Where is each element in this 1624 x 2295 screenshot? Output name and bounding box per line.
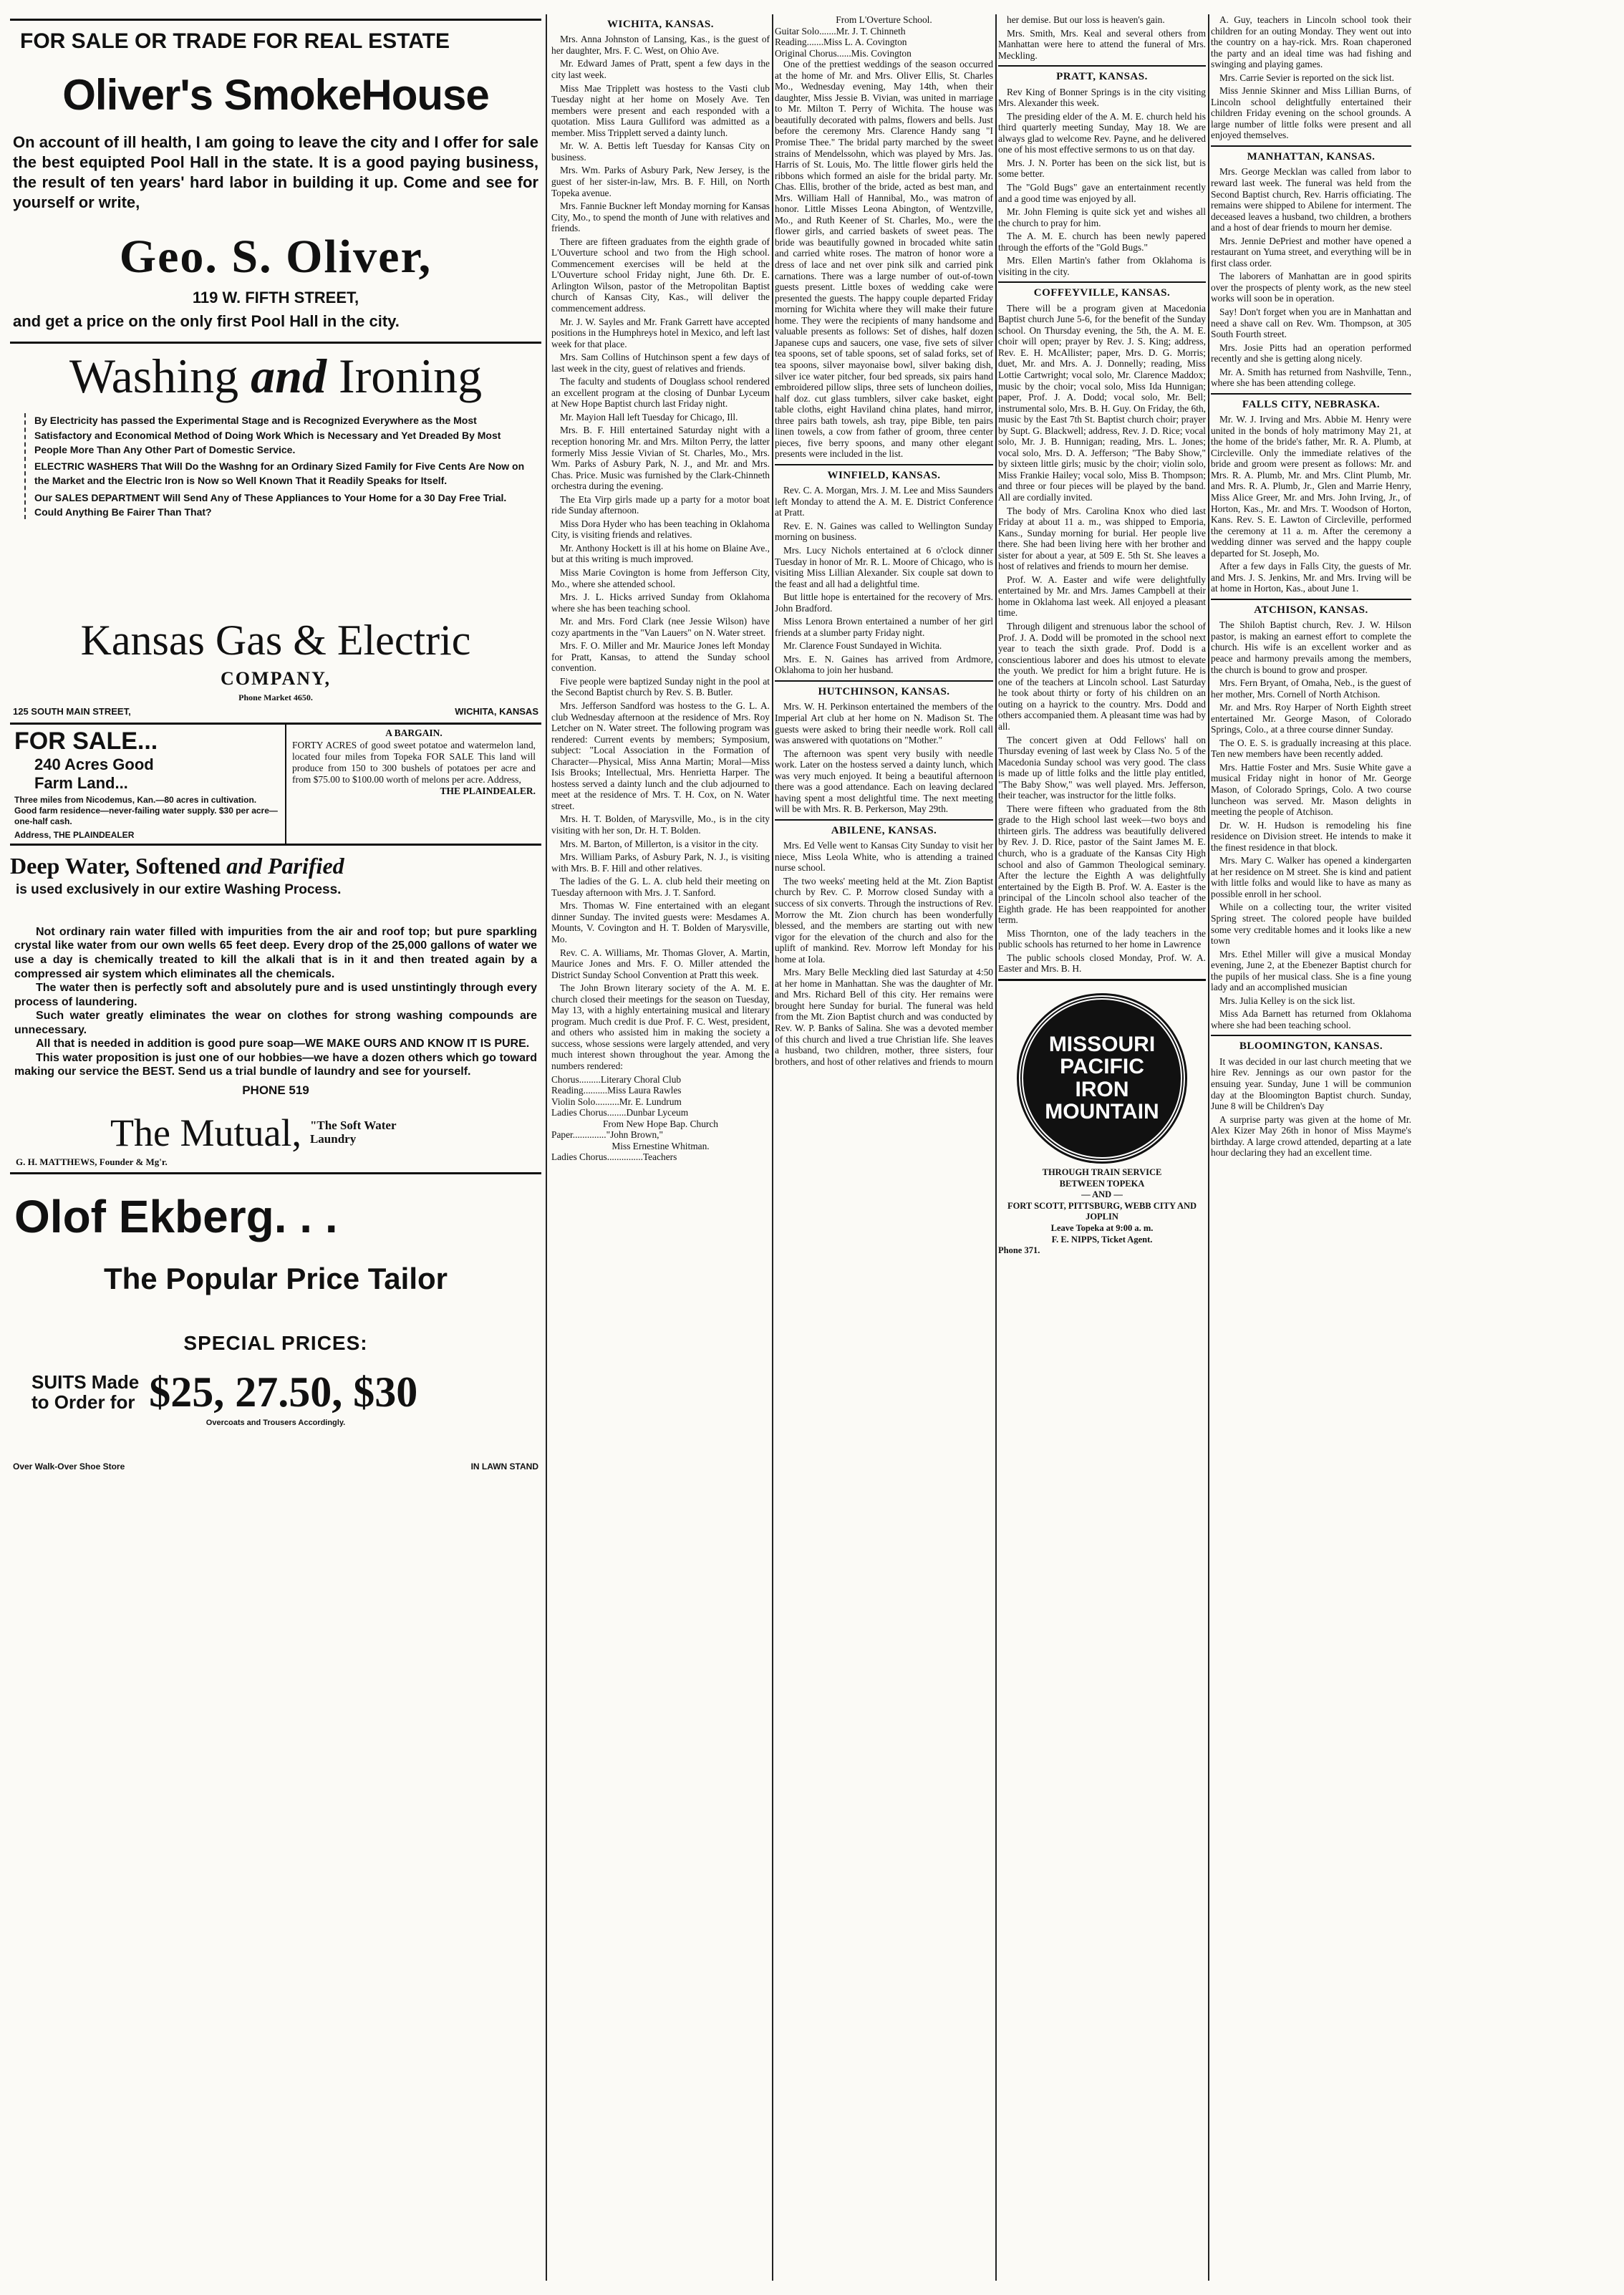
news-item: The ladies of the G. L. A. club held their meeting on Tuesday afternoon with Mrs. J. T. Sanford. [551, 876, 770, 898]
news-item: Mrs. M. Barton, of Millerton, is a visitor in the city. [560, 838, 758, 849]
news-item: Dr. W. H. Hudson is remodeling his fine residence on Division street. He intends to make it the finest residence in that block. [1211, 819, 1411, 853]
land-heading: FOR SALE... [14, 728, 158, 755]
news-column-3 [775, 14, 993, 2281]
news-item: Mrs. B. F. Hill entertained Saturday night with a reception honoring Mr. and Mrs. Milton Perry, the latter formerly Miss Jessie Vivian of St. Charles, Mo., Mrs. Wm. Parks of Asbury Park, N. J., and Mr. and Mrs. Chas. Price. Music was furnished by the Clark-Chinneth orchestra during the evening. [551, 425, 770, 492]
news-item: Rev. C. A. Williams, Mr. Thomas Glover, A. Martin, Maurice Jones and Mrs. F. O. Miller attended the District Sunday School Convention at Pratt this week. [551, 947, 770, 980]
program-line: From New Hope Bap. Church [602, 1118, 719, 1129]
smokehouse-body: On account of ill health, I am going to leave the city and I offer for sale the best equipted Pool Hall in the state. It is a good paying business, the result of ten years' hard labor in building it up. Come and see for yourself or write, [13, 132, 538, 211]
divider [10, 342, 541, 344]
program-line: Reading.......Miss L. A. Covington [775, 37, 907, 48]
divider [1211, 1035, 1411, 1036]
kansas-gas-name: Kansas Gas & Electric [80, 617, 471, 665]
railroad-ad-text [998, 1167, 1206, 1257]
divider [1211, 599, 1411, 600]
divider [775, 464, 993, 465]
tailor-footer-left: Over Walk-Over Shoe Store [13, 1461, 125, 1472]
news-item: Mr. A. Smith has returned from Nashville, Tenn., where she has been attending college. [1211, 366, 1411, 389]
railroad-line: BETWEEN TOPEKA [1059, 1178, 1145, 1189]
news-item: Mrs. Mary C. Walker has opened a kindergarten at her residence on M street. She is kind and patient with little folks and would like to have as many as possible enroll in her school. [1211, 855, 1411, 899]
dateline-wichita: WICHITA, KANSAS. [607, 19, 714, 30]
divider [1211, 145, 1411, 147]
news-item: Miss Marie Covington is home from Jefferson City, Mo., where she attended school. [551, 567, 770, 589]
news-item: While on a collecting tour, the writer visited Spring street. The colored people have builded some very creditable homes and it looks like a new town [1211, 902, 1411, 947]
divider [998, 979, 1206, 981]
news-item: Miss Mae Tripplett was hostess to the Vasti club Tuesday night at her home on Mosely Ave. Ten members were present and each responded with a quotation. Miss Laura Gulliford was admitted as a member. Miss Tripplett served a dainty lunch. [551, 82, 770, 138]
program-line: Original Chorus......Mis. Covington [775, 47, 912, 59]
program-line: Violin Solo..........Mr. E. Lundrum [551, 1096, 682, 1107]
news-item: The concert given at Odd Fellows' hall on Thursday evening of last week by Class No. 5 of the Macedonia Sunday school was very good. The class is made up of little folks and the little play entitled, "The Baby Show," was well played. Mrs. Jefferson, their teacher, was instructor for the little folks. [998, 734, 1206, 801]
news-item: A surprise party was given at the home of Mr. Alex Kizer May 26th in honor of Miss Mayme's birthday. A large crowd attended, departing at a late hour declaring they had an excellent time. [1211, 1113, 1411, 1159]
column-rule [995, 14, 997, 2281]
washing-paragraph: ELECTRIC WASHERS That Will Do the Washng for an Ordinary Sized Family for Five Cents Are Now on the Market and the Electric Iron is Now so Well Known That it Readily Speaks for Itself. [34, 460, 525, 487]
news-item: But little hope is entertained for the recovery of Mrs. John Bradford. [775, 591, 993, 614]
mutual-phone: PHONE 519 [242, 1083, 309, 1097]
smokehouse-title: Oliver's SmokeHouse [62, 70, 489, 119]
news-item: Mrs. George Mecklan was called from labor to reward last week. The funeral was held from the Second Baptist church, Rev. Harris officiating. The remains were shipped to Abilene for interment. The deceased leaves a husband, two children, a brothers and a host of dear friends to mourn her demise. [1211, 166, 1411, 233]
dateline-hutchinson: HUTCHINSON, KANSAS. [818, 686, 950, 698]
ads-column [10, 14, 541, 2281]
news-item: The Shiloh Baptist church, Rev. J. W. Hilson pastor, is making an earnest effort to complete the church. His wife is an excellent worker and as peace and harmony prevails among the members, the church is bound to grow and prosper. [1211, 619, 1411, 675]
news-item: The John Brown literary society of the A. M. E. church closed their meetings for the season on Tuesday, May 13, with a highly entertaining musical and literary program. Much credit is due Prof. F. C. West, president, and others who assisted him in making the society a success, whose sessions were largely attended, and very much interest shown throughout the year. Among the numbers rendered: [551, 982, 770, 1071]
program-line: Ladies Chorus...............Teachers [551, 1151, 677, 1163]
column-rule [546, 14, 547, 2281]
railroad-line: FORT SCOTT, PITTSBURG, WEBB CITY AND JOPLIN [1007, 1200, 1197, 1222]
kansas-gas-address: 125 SOUTH MAIN STREET, [13, 706, 131, 718]
bargain-ad [286, 725, 541, 844]
news-item: Mrs. Lucy Nichols entertained at 6 o'clock dinner Tuesday in honor of Mr. R. L. Moore of Chicago, who is visiting Miss Lillian Alexander. Six couple sat down to the feast and all had a delightful time. [775, 545, 993, 589]
washing-body [24, 413, 527, 519]
dateline-pratt: PRATT, KANSAS. [1056, 71, 1148, 83]
washing-paragraph: Our SALES DEPARTMENT Will Send Any of These Appliances to Your Home for a 30 Day Free Trial. Could Anything Be Fairer Than That? [34, 491, 507, 518]
program-line: From L'Overture School. [836, 14, 932, 25]
tailor-suits-row [32, 1368, 541, 1417]
program-line: Reading..........Miss Laura Rawles [551, 1085, 682, 1096]
news-item: Prof. W. A. Easter and wife were delightfully entertained by Mr. and Mrs. James Campbell at their home in Oklahoma last week. All enjoyed a pleasant time. [998, 574, 1206, 619]
wichita-items [551, 34, 770, 1071]
news-item: Mrs. J. L. Hicks arrived Sunday from Oklahoma where she has been teaching school. [551, 591, 770, 614]
kansas-gas-phone: Phone Market 4650. [238, 692, 313, 703]
news-item: Mrs. Anna Johnston of Lansing, Kas., is the guest of her daughter, Mrs. F. C. West, on Ohio Ave. [551, 34, 770, 56]
mutual-subheading: is used exclusively in our extire Washing Process. [16, 881, 342, 897]
news-item: Mrs. William Parks, of Asbury Park, N. J., is visiting with Mrs. B. F. Hill and other relatives. [551, 851, 770, 874]
program-line: Chorus.........Literary Choral Club [551, 1073, 682, 1085]
railroad-line: — AND — [1081, 1189, 1123, 1200]
news-item: Miss Dora Hyder who has been teaching in Oklahoma City, is visiting friends and relatives. [551, 518, 770, 541]
news-column-4 [998, 14, 1206, 2281]
column-rule [1208, 14, 1209, 2281]
mutual-tagline: "The Soft Water Laundry [309, 1118, 397, 1146]
news-item: Miss Thornton, one of the lady teachers in the public schools has returned to her home in Lawrence [998, 927, 1206, 950]
news-item: Rev King of Bonner Springs is in the city visiting Mrs. Alexander this week. [998, 86, 1206, 109]
real-estate-heading: FOR SALE OR TRADE FOR REAL ESTATE [20, 29, 450, 53]
news-item: Mrs. E. N. Gaines has arrived from Ardmore, Oklahoma to join her husband. [775, 653, 993, 676]
news-item: There were fifteen who graduated from the 8th grade to the High school last week—two boys and thirteen girls. The address was beautifully delivered by Rev. J. D. Rice, pastor of the Saint James M. E. church, who is a graduate of the Kansas City High school and also of Gammon Theological seminary. After the lecture the Eighth A was delightfully entertained by the Eigth B. Prof. W. A. Easter is the principal of the Lincoln school also teacher of the Eighth grade. He has been reappointed for another term. [998, 803, 1206, 926]
news-item: Mrs. J. N. Porter has been on the sick list, but is some better. [998, 157, 1206, 180]
tailor-prices: $25, 27.50, $30 [149, 1368, 418, 1416]
news-item: Mrs. Hattie Foster and Mrs. Susie White gave a musical Friday night in honor of Mr. George Mason, of Colorado Springs, Colo. A two course luncheon was served. Mr. Mason delights in meeting the people of Atchison. [1211, 761, 1411, 818]
news-item: Mrs. Wm. Parks of Asbury Park, New Jersey, is the guest of her sister-in-law, Mrs. B. F. Hill, on North Topeka avenue. [551, 165, 770, 198]
news-item: Mrs. Josie Pitts had an operation performed recently and she is getting along nicely. [1211, 342, 1411, 364]
mutual-name-row [110, 1111, 541, 1155]
news-item: Mrs. F. O. Miller and Mr. Maurice Jones left Monday for Pratt, Kansas, to attend the Sunday school convention. [551, 640, 770, 674]
mutual-paragraph: This water proposition is just one of our hobbies—we have a dozen others which go toward making our service the BEST. Send us a trial bundle of laundry and see for yourself. [14, 1051, 537, 1078]
dateline-atchison: ATCHISON, KANSAS. [1254, 604, 1368, 616]
kansas-gas-company: COMPANY, [221, 668, 331, 690]
divider [10, 19, 541, 21]
land-body: Three miles from Nicodemus, Kan.—80 acres in cultivation. Good farm residence—never-failing water supply. $30 per acre—one-half cash. [14, 794, 278, 826]
tailor-overcoats: Overcoats and Trousers Accordingly. [206, 1418, 346, 1427]
tailor-special: SPECIAL PRICES: [183, 1331, 368, 1354]
news-item: Miss Jennie Skinner and Miss Lillian Burns, of Lincoln school delightfully entertained their children Friday evening on the school grounds. A large number of little folks were present and all enjoyed themselves. [1211, 85, 1411, 141]
news-item: Mr. and Mrs. Ford Clark (nee Jessie Wilson) have cozy apartments in the "Van Lauers" on N. Water street. [551, 616, 770, 638]
news-item: Mrs. Sam Collins of Hutchinson spent a few days of last week in the city, guest of relatives and friends. [551, 352, 770, 374]
land-ad [10, 725, 286, 844]
news-item: Mrs. Ellen Martin's father from Oklahoma is visiting in the city. [998, 255, 1206, 277]
land-sub: 240 Acres Good [34, 755, 154, 774]
news-item: Mr. J. W. Sayles and Mr. Frank Garrett have accepted positions in the Humphreys hotel in Mexico, and left last week for that place. [551, 316, 770, 349]
news-item: The O. E. S. is gradually increasing at this place. Ten new members have been recently added. [1211, 737, 1411, 760]
news-item: The A. M. E. church has been newly papered through the efforts of the "Gold Bugs." [998, 231, 1206, 253]
news-item: After a few days in Falls City, the guests of Mr. and Mrs. J. S. Jenkins, Mr. and Mrs. Irving will be at home in Horton, Kas., about June 1. [1211, 561, 1411, 594]
mutual-paragraph: The water then is perfectly soft and absolutely pure and is used unstintingly through every process of laundering. [14, 982, 537, 1008]
bargain-body: FORTY ACRES of good sweet potatoe and watermelon land, located four miles from Topeka FOR SALE This land will produce from 150 to 300 bushels of potatoes per acre and from $75.00 to $100.00 worth of melons per acre. Address, [292, 739, 536, 786]
news-item: Mrs. Thomas W. Fine entertained with an elegant dinner Sunday. The invited guests were: Mesdames A. Mounts, V. Covington and H. T. Bolden of Marysville, Mo. [551, 900, 770, 944]
divider [998, 65, 1206, 67]
news-item: Mrs. Julia Kelley is on the sick list. [1219, 995, 1355, 1006]
for-sale-box [10, 723, 541, 846]
mutual-heading: Deep Water, Softened and Parified [10, 852, 344, 879]
news-item: The afternoon was spent very busily with needle work. Later on the hostess served a dainty lunch, which was very much enjoyed. It being a beautiful afternoon there was a good attendance. Each on leaving declared having spent a most delightful time. The next meeting will be with Mrs. R. B. Perkerson, May 29th. [775, 748, 993, 815]
dateline-winfield: WINFIELD, KANSAS. [827, 469, 941, 481]
news-item: The Eta Virp girls made up a party for a motor boat ride Sunday afternoon. [551, 493, 770, 516]
dateline-falls-city: FALLS CITY, NEBRASKA. [1242, 398, 1381, 410]
news-item: Mr. Mayion Hall left Tuesday for Chicago, Ill. [560, 411, 738, 422]
tailor-footer-right: IN LAWN STAND [470, 1461, 538, 1472]
news-item: Five people were baptized Sunday night in the pool at the Second Baptist church by Rev. S. B. Butler. [551, 675, 770, 698]
railroad-line: F. E. NIPPS, Ticket Agent. [1051, 1234, 1153, 1245]
missouri-pacific-logo: MISSOURI PACIFIC IRON MOUNTAIN [1019, 995, 1185, 1161]
washing-paragraph: By Electricity has passed the Experimental Stage and is Recognized Everywhere as the Most Satisfactory and Economical Method of Doing Work Which is Necessary and Yet Dreaded By Most People More Than Any Other Part of Domestic Service. [34, 415, 501, 455]
news-item: Rev. E. N. Gaines was called to Wellington Sunday morning on business. [775, 520, 993, 543]
divider [775, 819, 993, 821]
dateline-manhattan: MANHATTAN, KANSAS. [1247, 151, 1376, 163]
oliver-name: Geo. S. Oliver, [119, 231, 432, 284]
news-item: The laborers of Manhattan are in good spirits over the prospects of plenty work, as the new steel works will soon be in operation. [1211, 271, 1411, 304]
mutual-body [14, 925, 537, 1079]
news-item: Mrs. Fern Bryant, of Omaha, Neb., is the guest of her mother, Mrs. Cornell of North Atchison. [1211, 677, 1411, 700]
news-item: Through diligent and strenuous labor the school of Prof. J. A. Dodd will be promoted in the school next year to teach the sixth grade. Prof. Dodd is a conscientious laborer and does his utmost to elevate the youth. We predict for him a bright future. He is one of the teachers at Lincoln school. Last Saturday he took about thirty or forty of his children on an outing on a hayrick to the country. Mrs. Dodd and others accompanied them. A pleasant time was had by all. [998, 621, 1206, 732]
news-item: Mrs. Jennie DePriest and mother have opened a restaurant on Yuma street, and everything will be in first class order. [1211, 235, 1411, 269]
railroad-line: THROUGH TRAIN SERVICE [1042, 1166, 1162, 1177]
oliver-closing: and get a price on the only first Pool Hall in the city. [13, 312, 400, 331]
divider [775, 680, 993, 682]
news-item: Rev. C. A. Morgan, Mrs. J. M. Lee and Miss Saunders left Monday to attend the A. M. E. District Conference at Pratt. [775, 485, 993, 518]
tailor-footer [10, 1461, 541, 1472]
mutual-paragraph: All that is needed in addition is good pure soap—WE MAKE OURS AND KNOW IT IS PURE. [36, 1038, 530, 1050]
tailor-tagline: The Popular Price Tailor [103, 1261, 448, 1295]
news-item: Mrs. W. H. Perkinson entertained the members of the Imperial Art club at her home on N. Madison St. The guests were asked to bring their needle work. Roll call was answered with quotations on "Mother." [775, 701, 993, 746]
divider [10, 1172, 541, 1174]
news-item: The presiding elder of the A. M. E. church held his third quarterly meeting Sunday, May 18. We are always glad to welcome Rev. Payne, and he delivered one of his most effective sermons to us on that day. [998, 110, 1206, 155]
news-item: The faculty and students of Douglass school rendered an excellent program at the closing of Dunbar Lyceum at New Hope Baptist church last Friday night. [551, 376, 770, 410]
news-item: Mr. W. A. Bettis left Tuesday for Kansas City on business. [551, 140, 770, 163]
news-item: Mrs. Mary Belle Meckling died last Saturday at 4:50 at her home in Manhattan. She was the daughter of Mr. and Mrs. Richard Bell of this city. Her remains were brought here Sunday for burial. The funeral was held from the Mt. Zion Baptist church and was conducted by Rev. W. P. Banks of Salina. She was a devoted member of this church and lived a true Christian life. She leaves a husband, two children, mother, three sisters, four brothers, and host of other relatives and friends to mourn [775, 967, 993, 1067]
news-item: Mr. and Mrs. Roy Harper of North Eighth street entertained Mr. George Mason, of Colorado Springs, Colo., at a three course dinner Sunday. [1211, 702, 1411, 735]
news-item: One of the prettiest weddings of the season occurred at the home of Mr. and Mrs. Oliver Ellis, St. Charles Mo., Wednesday evening, May 14th, when their daughter, Miss Jessie B. Vivian, was united in marriage to Mr. Milton T. Perry of Wichita. The house was beautifully decorated with palms, flowers and bells. Just before the ceremony Mrs. Clarence Handy sang "I Promise Thee." The bridal party marched by the sweet strains of Mendelssohn, which was played by Mrs. Jas. Harris of St. Louis, Mo. The little flower girls held the ribbons which formed an aisle for the bridal party. Mr. Chas. Ellis, brother of the bride, acted as best man, and Mrs. William Hall of Hannibal, Mo., was matron of honor. Little Misses Leona Abington, of Wentzville, Mo., and Ruth Keener of St. Charles, Mo., were the flower girls, and carried baskets of sweet peas. The bride was beautifully gowned in brocaded white satin and carried white roses. The matron of honor wore a dress of lace and net over pink silk and carried pink carnations. There was a large number of out-of-town guests present. Little boxes of wedding cake were presented the guests. The happy couple departed Friday morning for Wichita where they will make their future home. They were the recipients of many handsome and valuable presents as follows: Set of dishes, half dozen Japanese cups and saucers, one vase, five sets of silver tea spoons, set of table spoons, set of salad forks, set of tea spoons, silver mayonaise bowl, silver baking dish, silver ice water pitcher, four bed spreads, six pairs hand embroidered pillow slips, three sets of luncheon doilies, half doz. cut glass tumblers, silver cake basket, eight table cloths, eight Haviland china plates, hand mirror, three pairs bath towels, ash tray, pipe Bible, ten pairs linen towels, a cow from father of groom, three center pieces, five berry spoons, and many other elegant presents were included in the list. [775, 59, 993, 460]
news-item: Mr. Clarence Foust Sundayed in Wichita. [783, 640, 942, 652]
column-rule [772, 14, 773, 2281]
program-list [551, 1074, 770, 1163]
program-line: Guitar Solo.......Mr. J. T. Chinneth [775, 25, 906, 37]
news-item: The "Gold Bugs" gave an entertainment recently and a good time was enjoyed by all. [998, 181, 1206, 204]
divider [998, 281, 1206, 283]
oliver-street: 119 W. FIFTH STREET, [192, 289, 359, 307]
dateline-bloomington: BLOOMINGTON, KANSAS. [1239, 1040, 1383, 1053]
mutual-paragraph: Not ordinary rain water filled with impurities from the air and roof top; but pure sparkling crystal like water from our own wells 65 feet deep. Every drop of the 25,000 gallons of water we use a day is chemically treated to kill the alkali that is in it and then treated again by a compressed air system which eliminates all the chemicals. [14, 925, 537, 980]
railroad-line: Phone 371. [998, 1245, 1040, 1256]
mutual-name: The Mutual, [110, 1111, 301, 1154]
divider [1211, 393, 1411, 395]
news-item: Mrs. H. T. Bolden, of Marysville, Mo., is in the city visiting with her son, Dr. H. T. Bolden. [551, 813, 770, 836]
news-item: Mrs. Smith, Mrs. Keal and several others from Manhattan were here to attend the funeral of Mrs. Meckling. [998, 27, 1206, 61]
news-item: her demise. But our loss is heaven's gain. [1007, 14, 1165, 25]
dateline-coffeyville: COFFEYVILLE, KANSAS. [1033, 287, 1171, 299]
dateline-abilene: ABILENE, KANSAS. [831, 824, 937, 836]
news-item: Mr. W. J. Irving and Mrs. Abbie M. Henry were united in the bonds of holy matrimony May 21, at the home of the bride's father, Mr. R. A. Plumb, at Circleville. Only the immediate relatives of the bride and groom were present as follows: Mr. and Mrs. R. A. Plumb, Mr. and Mrs. Clint Plumb, Mr. and Mrs. R. A. Plumb, Jr., Glen and Marrie Henry, Miss Alice Greer, Mr. and Mrs. John Irving, Jr., of Horton, Kas., Mr. and Mrs. T. Woodson of Horton, Kans. Rev. S. E. Lawton of Circleville, performed the ceremony at 11 a. m. After the ceremony a wedding dinner was served and the happy couple departed for St. Joseph, Mo. [1211, 414, 1411, 559]
news-item: Mr. Edward James of Pratt, spent a few days in the city last week. [551, 58, 770, 81]
news-item: Mrs. Fannie Buckner left Monday morning for Kansas City, Mo., to spend the month of June with relatives and friends. [551, 200, 770, 234]
news-item: Mrs. Carrie Sevier is reported on the sick list. [1219, 72, 1394, 83]
news-item: Mr. Anthony Hockett is ill at his home on Blaine Ave., but at this writing is much improved. [551, 542, 770, 565]
program-line: Ladies Chorus........Dunbar Lyceum [551, 1107, 689, 1118]
news-item: There will be a program given at Macedonia Baptist church June 5-6, for the benefit of the Sunday school. On Thursday evening, the 5th, the A. M. E. choir will open; prayer by Rev. J. S. King; address, Rev. E. H. McAllister; paper, Mrs. D. G. Morris; duet, Mr. and Mrs. A. J. Donnelly; reading, Miss Lottie Cartwright; vocal solo, Mr. Clarence Maddox; music by the choir; vocal solo, Miss Ida Hunnigan; paper, Prof. J. A. Dodd; vocal solo, Mr. Bell; instrumental solo, Mrs. B. H. Guy. On Friday, the 6th, music by the East 7th St. Baptist church choir; prayer by Supt. G. Blackwell; address, Rev. J. D. Rice; vocal solo, Mr. J. B. Hunnigan; reading, Mrs. L. Jones; vocal solo, Mrs. D. A. Jefferson; "The Baby Show," by sixteen little girls; music by the choir; violin solo, Miss Frankie Hailey; vocal solo, Miss B. Thompson; and three or four pieces will be played by the band. All are cordially invited. [998, 302, 1206, 503]
program-line: Miss Ernestine Whitman. [612, 1140, 710, 1151]
land-address: Address, THE PLAINDEALER [14, 829, 135, 840]
land-sub: Farm Land... [34, 773, 128, 792]
tailor-suits-label: SUITS Made to Order for [32, 1371, 140, 1414]
news-item: Mrs. Jefferson Sandford was hostess to the G. L. A. club Wednesday afternoon at the residence of Mrs. Roy Letcher on N. Water street. The following program was rendered: Current events by members; Symposium, subject: "Local Association in the Formation of Character—Physical, Miss Anna Martin; Moral—Miss Isis Brooks; Intellectual, Mrs. Henrietta Harper. The hostess served a dainty lunch and the club adjourned to meet at the residence of Mrs. T. H. Cox, on N. Water street. [551, 700, 770, 811]
washing-title: Washing and Ironing [69, 349, 483, 404]
news-item: Mrs. Ethel Miller will give a musical Monday evening, June 2, at the Ebenezer Baptist church for the pupils of her musical class. She is a fine young lady and an accomplished musician [1211, 948, 1411, 993]
kansas-gas-city: WICHITA, KANSAS [455, 706, 538, 718]
news-item: A. Guy, teachers in Lincoln school took their children for an outing Monday. They went out into the country on a hay-rick. Mrs. Roan chaperoned the party and an ideal time was had fishing and swinging and playing games. [1211, 14, 1411, 70]
mutual-paragraph: Such water greatly eliminates the wear on clothes for strong washing compounds are unnecessary. [14, 1010, 537, 1036]
news-item: Say! Don't forget when you are in Manhattan and need a shave call on Rev. Wm. Thompson, at 305 South Fourth street. [1211, 306, 1411, 340]
news-item: The two weeks' meeting held at the Mt. Zion Baptist church by Rev. C. P. Morrow closed Sunday with a success of six converts. Through the instructions of Rev. Morrow the Mt. Zion church has been wonderfully blessed, and the members are starting out with new vigor for the elevation of the church and also for the uplift of mankind. Rev. Morrow left Monday for his home at Iola. [775, 875, 993, 965]
news-item: The body of Mrs. Carolina Knox who died last Friday at about 11 a. m., was shipped to Emporia, Kans., Sunday morning for burial. Her people live there. She had been living here with her brother and sister for about a year, at 509 E. 5th St. She leaves a host of relatives and friends to mourn her demise. [998, 505, 1206, 572]
kansas-gas-address-row [13, 706, 538, 717]
news-column-5 [1211, 14, 1411, 2281]
news-item: Miss Ada Barnett has returned from Oklahoma where she had been teaching school. [1211, 1008, 1411, 1030]
news-item: Mrs. Ed Velle went to Kansas City Sunday to visit her niece, Miss Leola White, who is attending a trained nurse school. [775, 840, 993, 874]
news-item: There are fifteen graduates from the eighth grade of L'Ouverture school and two from the High school. Commencement exercises will be held at the L'Ouverture school Friday night, June 6th. Dr. E. Arlington Wilson, pastor of the Metropolitan Baptist church of Kansas City, Kas., will deliver the commencement address. [551, 236, 770, 314]
news-item: The public schools closed Monday, Prof. W. A. Easter and Mrs. B. H. [998, 952, 1206, 975]
bargain-heading: A BARGAIN. [385, 728, 443, 739]
railroad-line: Leave Topeka at 9:00 a. m. [1050, 1223, 1154, 1234]
mutual-founder: G. H. MATTHEWS, Founder & Mg'r. [16, 1156, 168, 1167]
news-item: Miss Lenora Brown entertained a number of her girl friends at a slumber party Friday night. [775, 616, 993, 638]
news-item: It was decided in our last church meeting that we hire Rev. Jennings as our own pastor for the ensuing year. Sunday, June 1 will be communion day at the Bloomington Baptist church. Sunday, June 8 will be Children's Day [1211, 1055, 1411, 1112]
program-line: Paper.............."John Brown," [551, 1129, 663, 1141]
news-column-wichita [551, 14, 770, 2281]
tailor-name: Olof Ekberg. . . [14, 1190, 338, 1242]
news-item: Mr. John Fleming is quite sick yet and wishes all the church to pray for him. [998, 206, 1206, 228]
bargain-address: THE PLAINDEALER. [440, 786, 536, 797]
